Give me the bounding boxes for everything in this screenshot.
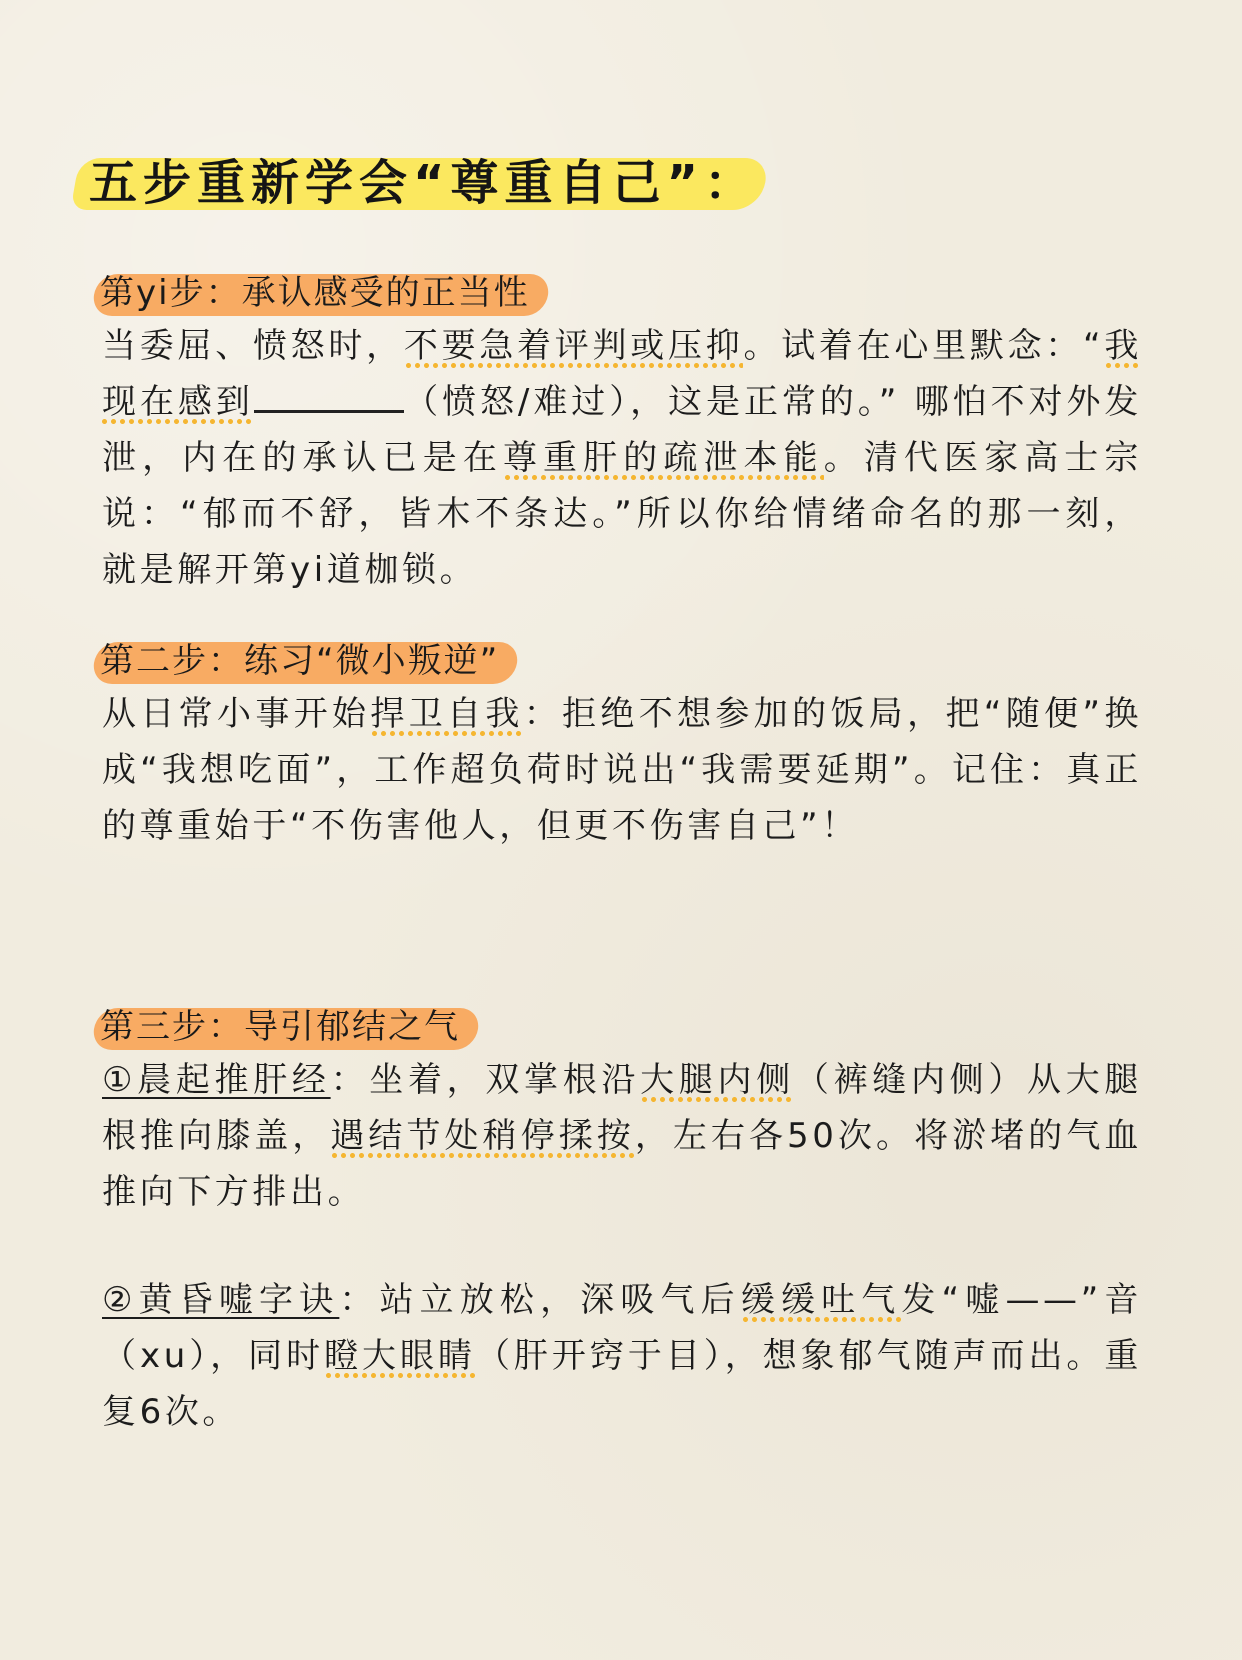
step-1-heading [94,268,542,318]
method-2-emphasis-b: 瞪大眼睛 [324,1336,476,1379]
step-3-heading [94,1002,472,1052]
step-2-heading [94,636,511,686]
step-2-text-b: ：拒绝不想参加的饭局，把“随便”换成“我想吃面”，工作超负荷时说出“我需要延期”。记住：真正的尊重始于“不伤害他人，但更不伤害自己”！ [102,694,1142,846]
method-1-emphasis-b: 遇结节处稍停揉按 [330,1116,634,1159]
method-1-text-c: ，左右各50次。将淤堵的气血推向下方排出。 [102,1116,1142,1212]
step-1-paragraph [102,318,1142,598]
method-2-text-c: （肝开窍于目），想象郁气随声而出。重复6次。 [102,1336,1142,1432]
method-1-title: ①晨起推肝经 [102,1060,331,1100]
spacer [102,1220,1142,1272]
method-2-text-b: 发“嘘——”音（xu），同时 [102,1280,1142,1376]
step-3-method-1 [102,1052,1142,1220]
step-1-text-b: 。试着在心里默念：“ [743,326,1105,366]
title-block [75,148,758,218]
step-2-heading-text: 第二步：练习“微小叛逆” [100,641,500,681]
step-3-heading-text: 第三步：导引郁结之气 [100,1007,460,1047]
step-3 [102,1002,1142,1440]
page-title: 五步重新学会“尊重自己”： [89,155,759,211]
method-1-text-a: ：坐着，双掌根沿 [330,1060,641,1100]
method-1-emphasis-a: 大腿内侧 [640,1060,795,1103]
step-2 [102,636,1142,854]
step-1-text-d: 。清代医家高士宗说：“郁而不舒，皆木不条达。”所以你给情绪命名的那一刻，就是解开第yi道枷锁。 [102,438,1142,590]
step-1-heading-text: 第yi步：承认感受的正当性 [100,273,530,313]
step-1 [102,268,1142,598]
step-2-emphasis-a: 捍卫自我 [370,694,523,737]
method-2-title: ②黄昏嘘字诀 [102,1280,340,1320]
method-2-emphasis-a: 缓缓吐气 [741,1280,902,1323]
fill-in-blank [254,376,404,413]
step-2-text-a: 从日常小事开始 [102,694,371,734]
method-1-text-b: （裤缝内侧）从大腿根推向膝盖， [102,1060,1142,1156]
step-1-text-c: （愤怒/难过），这是正常的。” 哪怕不对外发泄，内在的承认已是在 [102,382,1142,478]
step-1-emphasis-a: 不要急着评判或压抑 [404,326,744,369]
step-1-text-a: 当委屈、愤怒时， [102,326,404,366]
step-1-emphasis-b: 我现在感到 [102,326,1142,425]
step-3-method-2 [102,1272,1142,1440]
method-2-text-a: ：站立放松，深吸气后 [339,1280,741,1320]
step-1-emphasis-c: 尊重肝的疏泄本能 [503,438,824,481]
step-2-paragraph [102,686,1142,854]
